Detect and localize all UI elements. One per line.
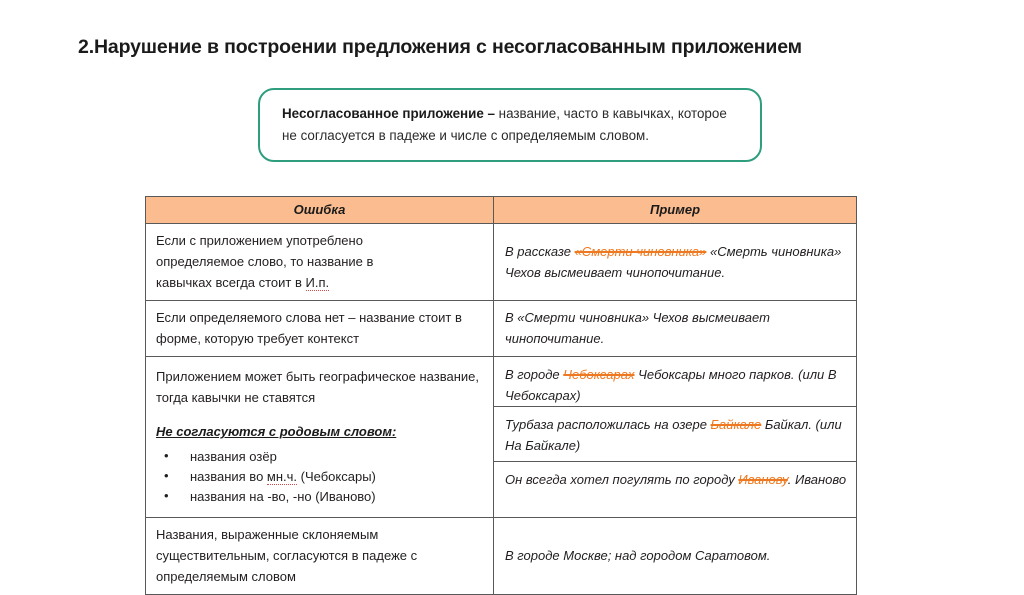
example-3c-prefix: Он всегда хотел погулять по городу bbox=[505, 472, 739, 488]
rule-cell-3 bbox=[146, 357, 494, 518]
table-row bbox=[146, 357, 857, 518]
example-3b-prefix: Турбаза расположилась на озере bbox=[505, 417, 711, 433]
rule-3-subheading: Не согласуются с родовым словом: bbox=[156, 424, 397, 440]
rule-3-intro: Приложением может быть географическое название, тогда кавычки не ставятся bbox=[156, 369, 479, 406]
definition-text bbox=[282, 103, 740, 146]
strikethrough-token-3: Байкале bbox=[710, 417, 762, 433]
table-row bbox=[146, 518, 857, 595]
column-header-error: Ошибка bbox=[146, 197, 494, 224]
rules-table bbox=[145, 196, 857, 595]
spellcheck-token-mnch: мн.ч. bbox=[266, 469, 298, 485]
strikethrough-token-4: Иванову bbox=[738, 472, 788, 488]
definition-term: Несогласованное приложение – bbox=[282, 106, 495, 121]
example-subcell-baikal bbox=[494, 407, 856, 462]
example-1-prefix: В рассказе bbox=[505, 243, 575, 259]
column-header-example: Пример bbox=[494, 197, 857, 224]
rule-cell-2: Если определяемого слова нет – название стоит в форме, которую требует контекст bbox=[146, 301, 494, 357]
table-row bbox=[146, 301, 857, 357]
table-row bbox=[146, 224, 857, 301]
list-item bbox=[156, 487, 485, 507]
bullet-3-text: названия на -во, -но (Иваново) bbox=[190, 489, 376, 505]
rule-cell-1 bbox=[146, 224, 494, 301]
strikethrough-token-2: Чебоксарах bbox=[563, 367, 635, 383]
definition-callout bbox=[258, 88, 762, 162]
strikethrough-token-1: «Смерти чиновника» bbox=[574, 243, 707, 259]
rule-1-line-1: Если с приложением употреблено bbox=[156, 233, 363, 248]
list-item bbox=[156, 467, 485, 487]
rule-1-line-2: определяемое слово, то название в bbox=[156, 254, 374, 270]
example-subcell-cheboksary bbox=[494, 357, 856, 407]
bullet-2-prefix: названия во bbox=[190, 469, 267, 485]
example-3a-prefix: В городе bbox=[505, 367, 564, 383]
example-1-rest: «Смерть чиновника» Чехов высмеивает чинопочитание. bbox=[505, 243, 842, 280]
example-cell-3-group bbox=[494, 357, 857, 518]
rule-1-line-3: кавычках всегда стоит в bbox=[156, 275, 306, 291]
example-3b-rest: Байкал. (или На Байкале) bbox=[505, 417, 842, 454]
example-3c-rest: . Иваново bbox=[787, 472, 847, 488]
bullet-1-text: названия озёр bbox=[190, 449, 277, 465]
example-cell-1 bbox=[494, 224, 857, 301]
rule-cell-4: Названия, выраженные склоняемым существительным, согласуются в падеже с определяемым словом bbox=[146, 518, 494, 595]
example-subcell-ivanovo bbox=[494, 462, 856, 517]
definition-body: название, часто в кавычках, которое не согласуется в падеже и числе с определяемым словом. bbox=[282, 106, 727, 143]
example-cell-4: В городе Москве; над городом Саратовом. bbox=[494, 518, 857, 595]
example-3a-rest: Чебоксары много парков. (или В Чебоксарах) bbox=[505, 367, 837, 404]
table-header-row bbox=[146, 197, 857, 224]
rule-3-bullet-list bbox=[156, 447, 485, 507]
spellcheck-token-ip: И.п. bbox=[305, 275, 330, 291]
bullet-2-suffix: (Чебоксары) bbox=[297, 469, 376, 485]
example-cell-2: В «Смерти чиновника» Чехов высмеивает чинопочитание. bbox=[494, 301, 857, 357]
list-item bbox=[156, 447, 485, 467]
page-title: 2.Нарушение в построении предложения с несогласованным приложением bbox=[78, 36, 802, 58]
